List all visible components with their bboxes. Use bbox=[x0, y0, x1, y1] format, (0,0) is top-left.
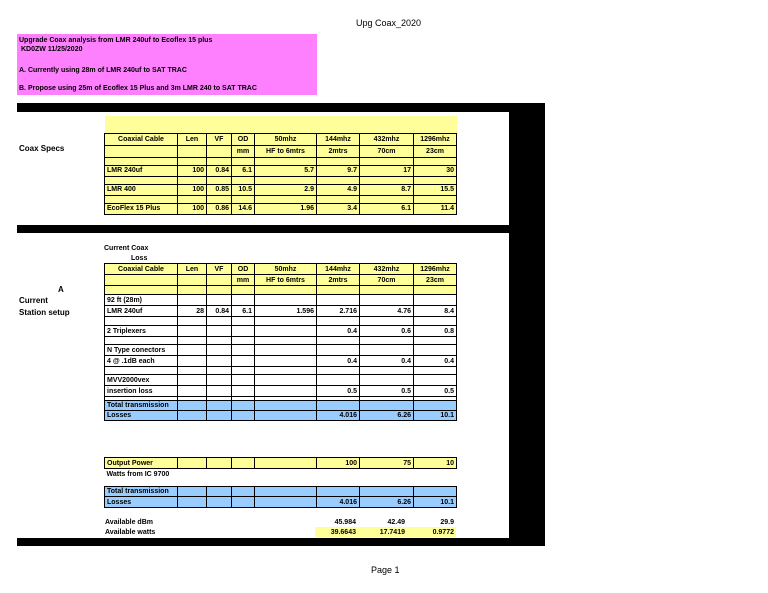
total2-1296: 10.1 bbox=[414, 497, 457, 508]
output-144: 100 bbox=[317, 458, 360, 469]
cable-name: LMR 240uf bbox=[105, 306, 178, 317]
hdr-od-unit: mm bbox=[232, 275, 255, 286]
spec-1296: 30 bbox=[414, 165, 457, 176]
total-losses-table-2 bbox=[104, 486, 457, 508]
hdr-144mhz: 144mhz bbox=[317, 264, 360, 275]
table-row bbox=[105, 165, 457, 176]
section-station-setup: Station setup bbox=[19, 308, 70, 317]
total-1296: 10.1 bbox=[414, 411, 457, 421]
spec-od: 14.6 bbox=[232, 203, 255, 214]
total2-label-2: Losses bbox=[105, 497, 178, 508]
hdr-144mhz-band: 2mtrs bbox=[317, 275, 360, 286]
hdr-vf: VF bbox=[207, 133, 232, 145]
spec-432: 6.1 bbox=[360, 203, 414, 214]
mvv-label-2: insertion loss bbox=[105, 386, 178, 397]
avail-watts-144: 39.6643 bbox=[330, 529, 356, 536]
total2-144: 4.016 bbox=[317, 497, 360, 508]
cable-vf: 0.84 bbox=[207, 306, 232, 317]
hdr-144mhz: 144mhz bbox=[317, 133, 360, 145]
page-header-title: Upg Coax_2020 bbox=[356, 18, 422, 28]
spec-144: 9.7 bbox=[317, 165, 360, 176]
hdr-len: Len bbox=[178, 264, 207, 275]
table-row bbox=[105, 203, 457, 214]
hdr-od-unit: mm bbox=[232, 145, 255, 157]
connectors-144: 0.4 bbox=[317, 356, 360, 367]
avail-dbm-label: Available dBm bbox=[105, 519, 153, 526]
hdr-1296mhz-band: 23cm bbox=[414, 145, 457, 157]
current-loss-table bbox=[104, 263, 457, 421]
cable-len: 28 bbox=[178, 306, 207, 317]
spec-144: 3.4 bbox=[317, 203, 360, 214]
total2-432: 6.26 bbox=[360, 497, 414, 508]
hdr-432mhz-band: 70cm bbox=[360, 275, 414, 286]
output-1296: 10 bbox=[414, 458, 457, 469]
spec-50: 2.9 bbox=[255, 184, 317, 195]
spec-len: 100 bbox=[178, 203, 207, 214]
avail-watts-label: Available watts bbox=[105, 529, 156, 536]
right-edge-strip bbox=[509, 103, 545, 546]
triplexers-144: 0.4 bbox=[317, 326, 360, 337]
spec-50: 1.96 bbox=[255, 203, 317, 214]
table-row bbox=[105, 497, 457, 508]
hdr-50mhz: 50mhz bbox=[255, 133, 317, 145]
spec-vf: 0.85 bbox=[207, 184, 232, 195]
spec-len: 100 bbox=[178, 165, 207, 176]
total-144: 4.016 bbox=[317, 411, 360, 421]
spec-50: 5.7 bbox=[255, 165, 317, 176]
spec-od: 10.5 bbox=[232, 184, 255, 195]
connectors-label-2: 4 @ .1dB each bbox=[105, 356, 178, 367]
specs-super-header: DB loss per 100 meters bbox=[268, 125, 346, 132]
output-label-2: Watts from IC 9700 bbox=[106, 470, 170, 478]
intro-line-1: Upgrade Coax analysis from LMR 240uf to Ecoflex 15 plus bbox=[19, 37, 213, 44]
mvv-144: 0.5 bbox=[317, 386, 360, 397]
output-label-1: Output Power bbox=[105, 458, 178, 469]
hdr-50mhz: 50mhz bbox=[255, 264, 317, 275]
mvv-1296: 0.5 bbox=[414, 386, 457, 397]
table-row bbox=[105, 411, 457, 421]
separator-bar-2 bbox=[17, 225, 545, 233]
spec-name: EcoFlex 15 Plus bbox=[105, 203, 178, 214]
hdr-vf: VF bbox=[207, 264, 232, 275]
spec-432: 17 bbox=[360, 165, 414, 176]
separator-bar-1 bbox=[17, 103, 545, 112]
avail-dbm-1296: 29.9 bbox=[440, 519, 454, 526]
intro-line-4: B. Propose using 25m of Ecoflex 15 Plus and 3m LMR 240 to SAT TRAC bbox=[19, 85, 257, 92]
output-432: 75 bbox=[360, 458, 414, 469]
avail-dbm-432: 42.49 bbox=[387, 519, 405, 526]
spec-1296: 11.4 bbox=[414, 203, 457, 214]
cable-50: 1.596 bbox=[255, 306, 317, 317]
spec-432: 8.7 bbox=[360, 184, 414, 195]
spec-vf: 0.84 bbox=[207, 165, 232, 176]
length-note: 92 ft (28m) bbox=[105, 295, 178, 306]
table-row bbox=[105, 306, 457, 317]
spec-name: LMR 240uf bbox=[105, 165, 178, 176]
total-432: 6.26 bbox=[360, 411, 414, 421]
total2-label-1: Total transmission bbox=[105, 487, 178, 497]
specs-table bbox=[104, 116, 457, 215]
cable-144: 2.716 bbox=[317, 306, 360, 317]
hdr-1296mhz: 1296mhz bbox=[414, 133, 457, 145]
connectors-1296: 0.4 bbox=[414, 356, 457, 367]
table-row bbox=[105, 386, 457, 397]
triplexers-432: 0.6 bbox=[360, 326, 414, 337]
separator-bar-3 bbox=[17, 538, 545, 546]
hdr-432mhz: 432mhz bbox=[360, 133, 414, 145]
cable-od: 6.1 bbox=[232, 306, 255, 317]
hdr-od: OD bbox=[232, 264, 255, 275]
intro-box bbox=[17, 34, 317, 95]
mvv-432: 0.5 bbox=[360, 386, 414, 397]
triplexers-label: 2 Triplexers bbox=[105, 326, 178, 337]
intro-line-3: A. Currently using 28m of LMR 240uf to SAT TRAC bbox=[19, 67, 187, 74]
hdr-coaxial-cable: Coaxial Cable bbox=[105, 264, 178, 275]
table-row bbox=[105, 184, 457, 195]
connectors-432: 0.4 bbox=[360, 356, 414, 367]
hdr-od: OD bbox=[232, 133, 255, 145]
mvv-label-1: MVV2000vex bbox=[105, 375, 178, 386]
table-row bbox=[105, 326, 457, 337]
avail-watts-1296: 0.9772 bbox=[432, 529, 454, 536]
section-current: Current bbox=[19, 296, 48, 305]
triplexers-1296: 0.8 bbox=[414, 326, 457, 337]
section-letter-a: A bbox=[58, 285, 64, 294]
hdr-1296mhz-band: 23cm bbox=[414, 275, 457, 286]
spec-len: 100 bbox=[178, 184, 207, 195]
table-row bbox=[105, 356, 457, 367]
hdr-50mhz-band: HF to 6mtrs bbox=[255, 145, 317, 157]
hdr-len: Len bbox=[178, 133, 207, 145]
cable-1296: 8.4 bbox=[414, 306, 457, 317]
hdr-432mhz-band: 70cm bbox=[360, 145, 414, 157]
hdr-50mhz-band: HF to 6mtrs bbox=[255, 275, 317, 286]
page-footer: Page 1 bbox=[371, 565, 400, 575]
avail-dbm-144: 45.984 bbox=[334, 519, 356, 526]
table-row bbox=[105, 458, 457, 469]
connectors-label-1: N Type conectors bbox=[105, 345, 178, 356]
spec-144: 4.9 bbox=[317, 184, 360, 195]
hdr-coaxial-cable: Coaxial Cable bbox=[105, 133, 178, 145]
hdr-1296mhz: 1296mhz bbox=[414, 264, 457, 275]
spec-od: 6.1 bbox=[232, 165, 255, 176]
spec-1296: 15.5 bbox=[414, 184, 457, 195]
hdr-144mhz-band: 2mtrs bbox=[317, 145, 360, 157]
avail-watts-432: 17.7419 bbox=[379, 529, 405, 536]
total-label-1: Total transmission bbox=[105, 401, 178, 411]
intro-line-2: KD0ZW 11/25/2020 bbox=[21, 46, 83, 53]
current-table-title-2: Loss bbox=[131, 255, 148, 262]
cable-432: 4.76 bbox=[360, 306, 414, 317]
current-table-title-1: Current Coax bbox=[104, 245, 149, 252]
output-power-table bbox=[104, 457, 457, 480]
spec-vf: 0.86 bbox=[207, 203, 232, 214]
total-label-2: Losses bbox=[105, 411, 178, 421]
specs-section-label: Coax Specs bbox=[19, 144, 65, 153]
spec-name: LMR 400 bbox=[105, 184, 178, 195]
hdr-432mhz: 432mhz bbox=[360, 264, 414, 275]
